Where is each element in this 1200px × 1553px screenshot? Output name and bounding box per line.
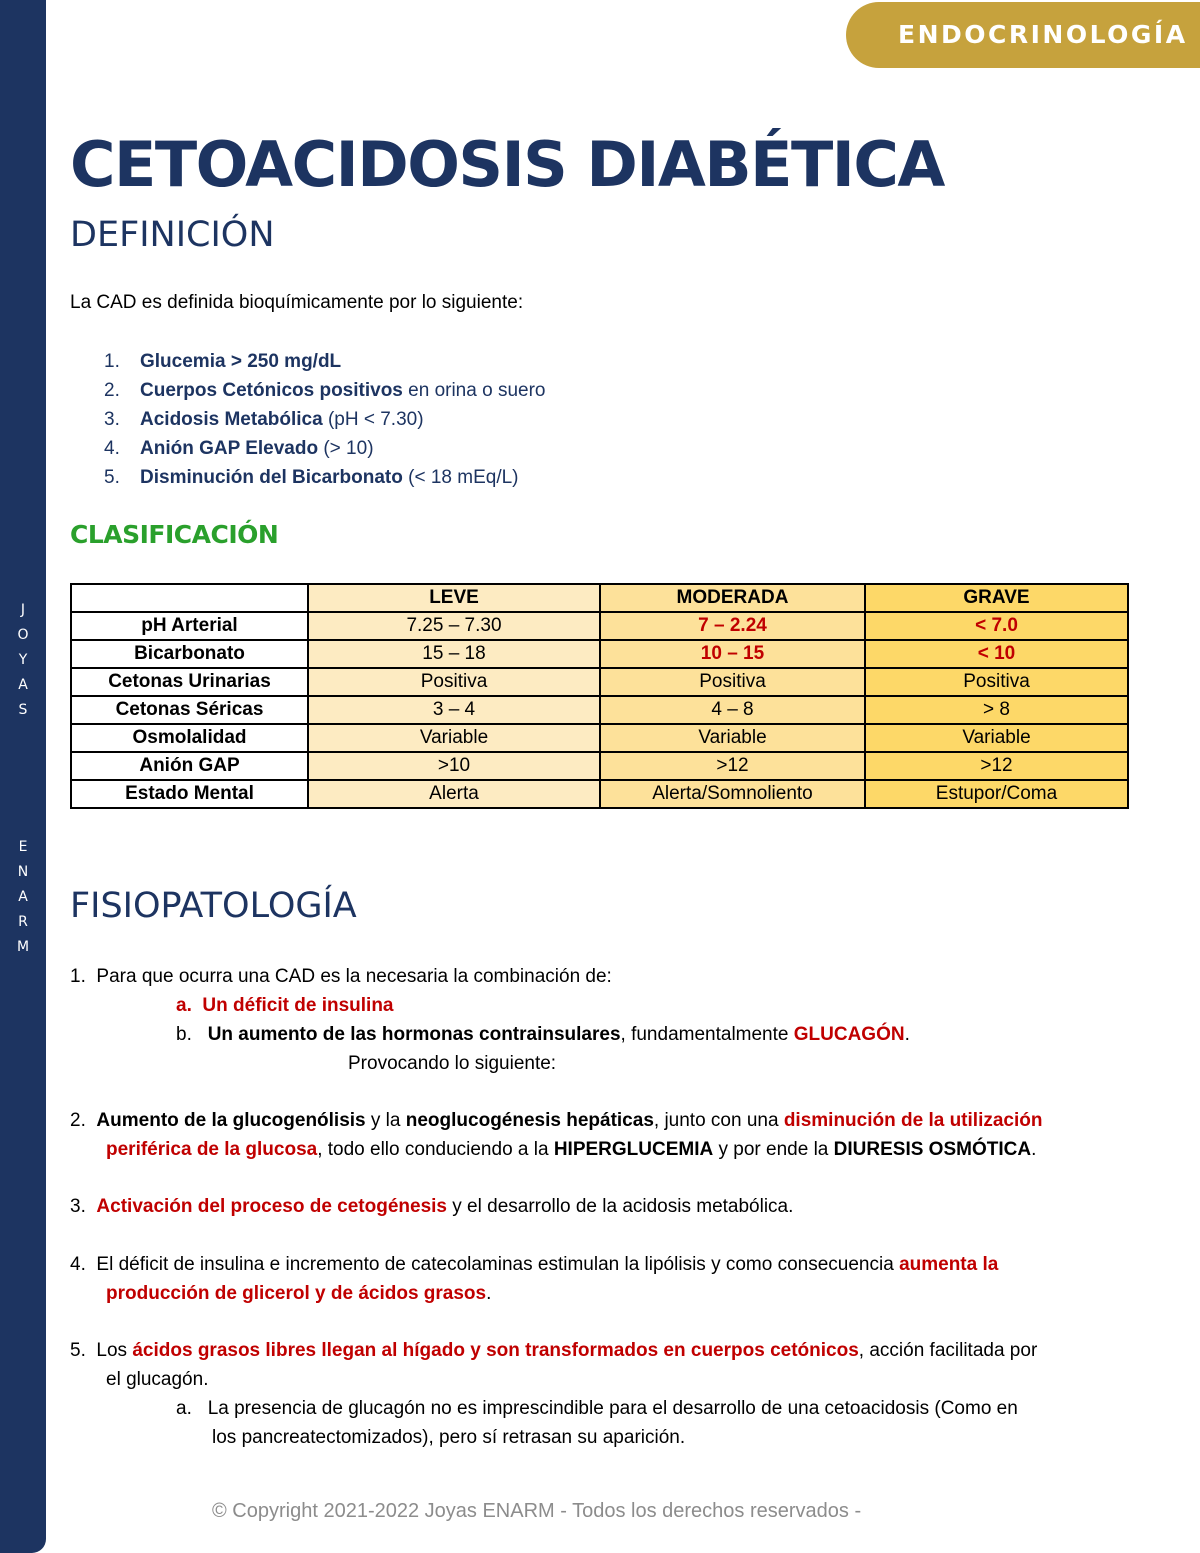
cell-leve: Positiva [308,668,600,696]
point-bold-text: DIURESIS OSMÓTICA [833,1139,1032,1160]
point-number: 1. [70,966,86,987]
subpoint-text: . [904,1024,910,1045]
sidebar-letter: J [20,602,26,618]
sidebar-letter: A [18,677,28,693]
item-text: (< 18 mEq/L) [402,467,519,488]
table-row [71,612,1128,640]
table-row [71,724,1128,752]
point-4-line-1 [70,1254,998,1276]
list-item [104,376,545,405]
row-label: Osmolalidad [71,724,308,752]
cell-leve: 15 – 18 [308,640,600,668]
row-label: Estado Mental [71,780,308,808]
table-row [71,640,1128,668]
point-number: 2. [70,1110,86,1131]
item-bold-text: Cuerpos Cetónicos positivos [140,380,403,401]
cell-leve: >10 [308,752,600,780]
table-corner-cell [71,584,308,612]
item-text: en orina o suero [402,380,546,401]
list-item [104,405,545,434]
table-row [71,752,1128,780]
cell-grave: < 7.0 [865,612,1128,640]
subpoint-text: La presencia de glucagón no es imprescindible para el desarrollo de una cetoacidosis (Como en [207,1398,1018,1419]
sidebar-letter: Y [18,652,28,668]
point-highlight: periférica de la glucosa [106,1139,318,1160]
section-tag-label: ENDOCRINOLOGÍA [898,20,1188,49]
cell-moderada: 10 – 15 [600,640,865,668]
definicion-list [104,347,545,492]
point-3 [70,1196,793,1218]
column-header-moderada: MODERADA [600,584,865,612]
table-row [71,668,1128,696]
cell-grave: Estupor/Coma [865,780,1128,808]
item-number: 5. [104,467,120,488]
point-2-line-1 [70,1110,1042,1132]
cell-moderada: >12 [600,752,865,780]
sidebar-letter: R [18,914,28,930]
point-text: , acción facilitada por [858,1340,1038,1361]
cell-moderada: 4 – 8 [600,696,865,724]
item-text: (> 10) [318,438,374,459]
sidebar-letter: A [18,889,28,905]
item-bold-text: Glucemia > 250 mg/dL [140,351,342,372]
item-number: 3. [104,409,120,430]
point-5-line-1 [70,1340,1037,1362]
cell-grave: > 8 [865,696,1128,724]
cell-leve: 7.25 – 7.30 [308,612,600,640]
point-bold-text: Aumento de la glucogenólisis [96,1110,366,1131]
table-row [71,696,1128,724]
definicion-heading: DEFINICIÓN [70,215,275,255]
point-bold-text: neoglucogénesis hepáticas [405,1110,654,1131]
row-label: Bicarbonato [71,640,308,668]
point-1-conclusion: Provocando lo siguiente: [348,1053,557,1074]
column-header-leve: LEVE [308,584,600,612]
point-1a [176,995,394,1017]
table-row [71,780,1128,808]
clasificacion-table [70,583,1129,809]
point-highlight: producción de glicerol y de ácidos grasos [106,1283,487,1304]
cell-leve: Variable [308,724,600,752]
point-1b [176,1024,910,1046]
point-highlight: aumenta la [899,1254,999,1275]
point-text: Los [96,1340,133,1361]
point-1 [70,966,612,988]
point-number: 4. [70,1254,86,1275]
item-number: 2. [104,380,120,401]
subpoint-text: Un déficit de insulina [202,995,394,1016]
cell-grave: >12 [865,752,1128,780]
cell-grave: Positiva [865,668,1128,696]
point-text: El déficit de insulina e incremento de catecolaminas estimulan la lipólisis y como consecuencia [96,1254,900,1275]
point-2-line-2 [106,1139,1036,1161]
subpoint-bold-text: Un aumento de las hormonas contrainsulares [207,1024,621,1045]
subpoint-highlight: GLUCAGÓN [793,1024,905,1045]
sidebar-enarm-vertical [6,835,40,960]
list-item [104,463,545,492]
row-label: Cetonas Séricas [71,696,308,724]
point-4-line-2 [106,1283,491,1305]
cell-moderada: Variable [600,724,865,752]
list-item [104,347,545,376]
sidebar-letter: O [17,627,29,643]
item-number: 4. [104,438,120,459]
point-text: . [1031,1139,1037,1160]
point-highlight: disminución de la utilización [783,1110,1043,1131]
sidebar-letter: M [16,939,30,955]
sidebar-letter: E [18,839,28,855]
cell-grave: < 10 [865,640,1128,668]
cell-moderada: Alerta/Somnoliento [600,780,865,808]
point-number: 5. [70,1340,86,1361]
point-5-line-2: el glucagón. [106,1369,209,1390]
point-text: y la [365,1110,406,1131]
clasificacion-heading: CLASIFICACIÓN [70,520,279,549]
row-label: Anión GAP [71,752,308,780]
item-text: (pH < 7.30) [322,409,424,430]
subpoint-text: , fundamentalmente [620,1024,794,1045]
point-bold-text: HIPERGLUCEMIA [553,1139,714,1160]
cell-moderada: 7 – 2.24 [600,612,865,640]
list-item [104,434,545,463]
point-text: . [486,1283,492,1304]
cell-grave: Variable [865,724,1128,752]
point-text: , todo ello conduciendo a la [317,1139,554,1160]
item-bold-text: Acidosis Metabólica [140,409,323,430]
point-text: y por ende la [713,1139,834,1160]
cell-leve: Alerta [308,780,600,808]
fisiopatologia-heading: FISIOPATOLOGÍA [70,886,357,926]
point-5a-line-2: los pancreatectomizados), pero sí retrasan su aparición. [212,1427,686,1448]
subpoint-letter: a. [176,995,192,1016]
point-text: Para que ocurra una CAD es la necesaria la combinación de: [96,966,612,987]
sidebar-letter: N [17,864,29,880]
cell-leve: 3 – 4 [308,696,600,724]
point-number: 3. [70,1196,86,1217]
item-bold-text: Disminución del Bicarbonato [140,467,403,488]
item-bold-text: Anión GAP Elevado [140,438,319,459]
subpoint-letter: b. [176,1024,192,1045]
row-label: pH Arterial [71,612,308,640]
copyright-footer: © Copyright 2021-2022 Joyas ENARM - Todos los derechos reservados - [212,1500,862,1522]
sidebar-band [0,0,46,1553]
point-highlight: ácidos grasos libres llegan al hígado y son transformados en cuerpos cetónicos [132,1340,859,1361]
point-text: y el desarrollo de la acidosis metabólica. [447,1196,794,1217]
point-highlight: Activación del proceso de cetogénesis [96,1196,447,1217]
cell-moderada: Positiva [600,668,865,696]
point-text: , junto con una [653,1110,784,1131]
column-header-grave: GRAVE [865,584,1128,612]
item-number: 1. [104,351,120,372]
point-5a-line-1 [176,1398,1018,1420]
definicion-intro: La CAD es definida bioquímicamente por lo siguiente: [70,292,524,313]
subpoint-letter: a. [176,1398,192,1419]
sidebar-letter: S [18,702,28,718]
table-header-row [71,584,1128,612]
row-label: Cetonas Urinarias [71,668,308,696]
sidebar-joyas-vertical [6,598,40,723]
page-title: CETOACIDOSIS DIABÉTICA [70,128,944,201]
